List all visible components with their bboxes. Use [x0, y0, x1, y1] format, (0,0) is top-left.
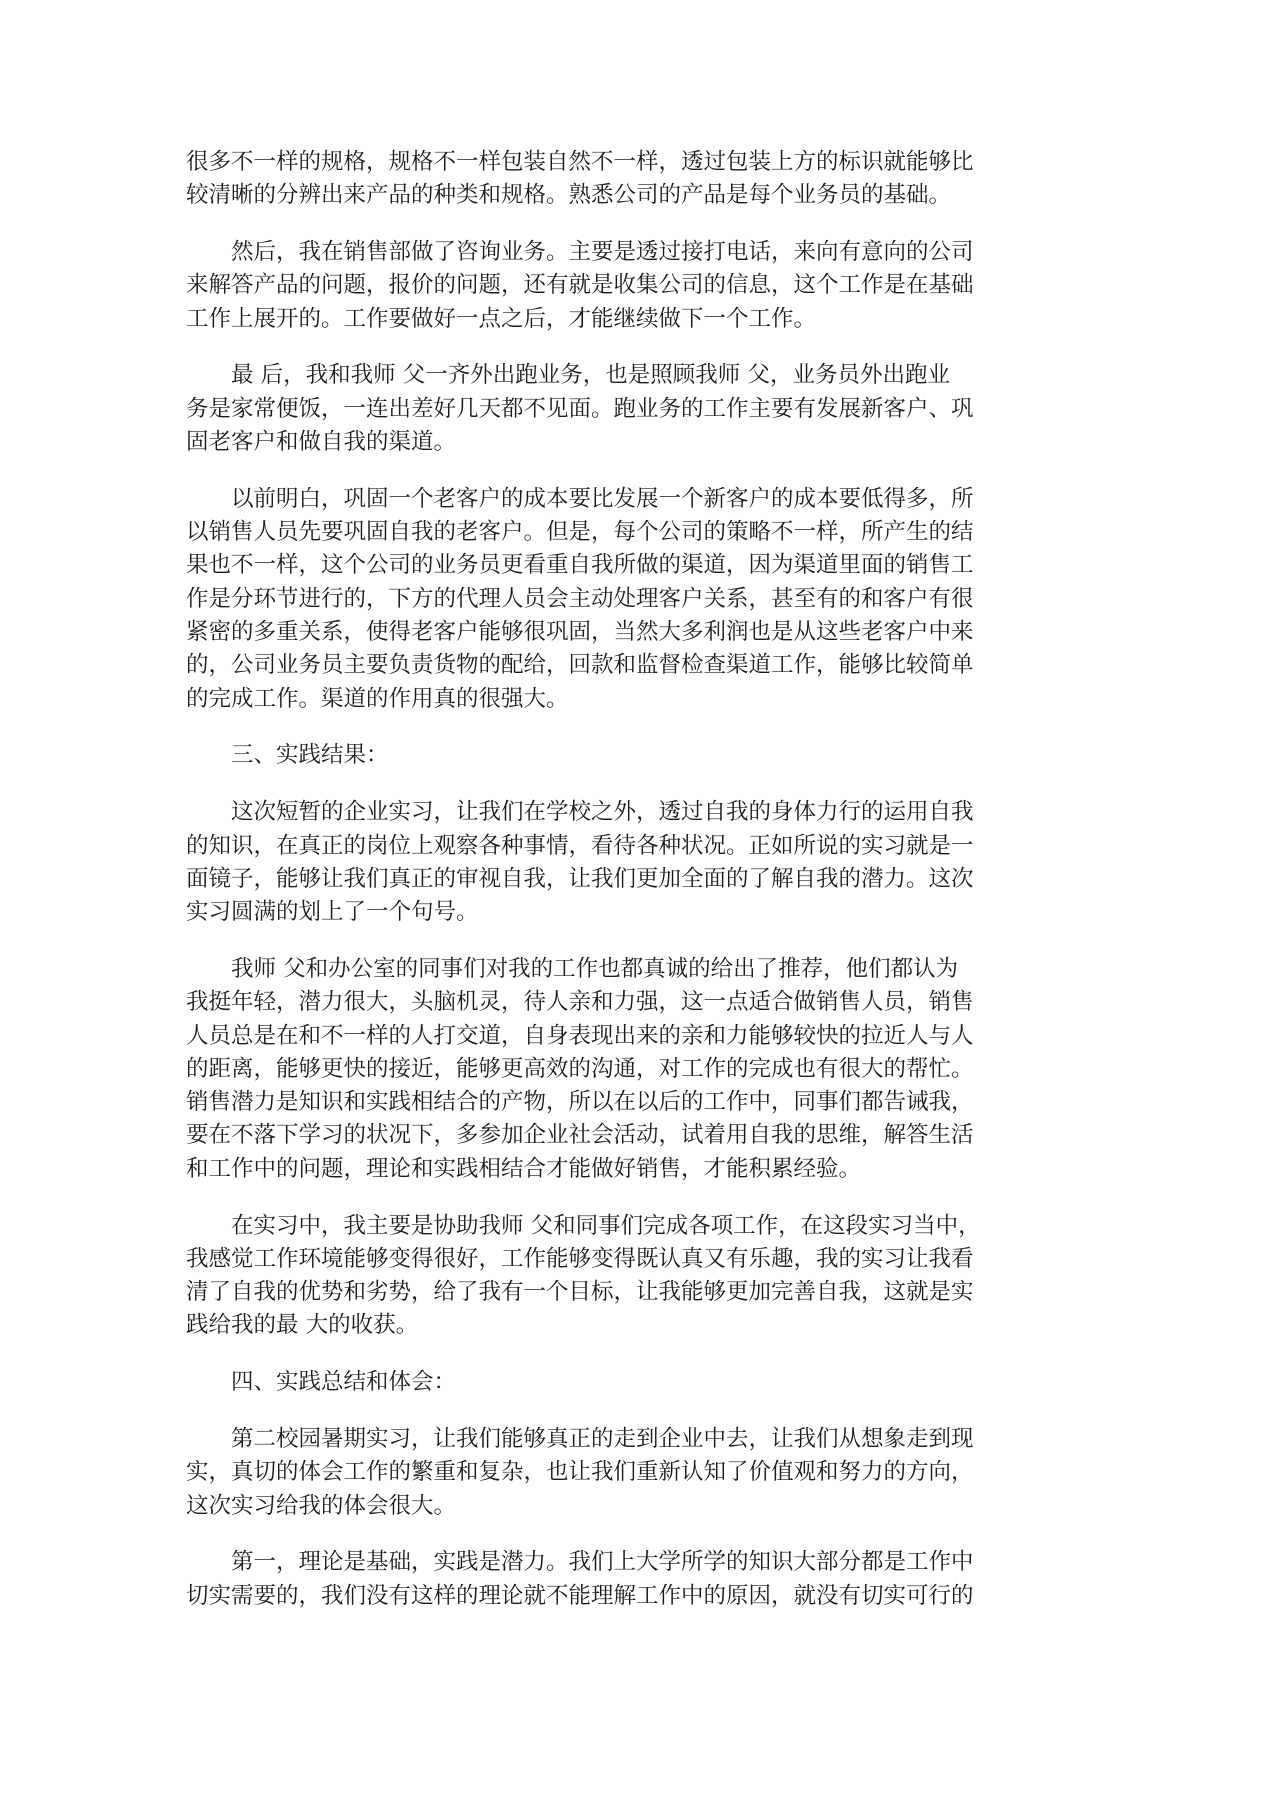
- paragraph: [186, 1366, 1122, 1399]
- paragraph: [186, 359, 1122, 459]
- text-line: 固老客户和做自我的渠道。: [186, 429, 457, 456]
- text-line: 我师 父和办公室的同事们对我的工作也都真诚的给出了推荐，他们都认为: [231, 955, 959, 982]
- text-line: 切实需要的，我们没有这样的理论就不能理解工作中的原因，就没有切实可行的: [186, 1582, 974, 1609]
- text-line: 清了自我的优势和劣势，给了我有一个目标，让我能够更加完善自我，这就是实: [186, 1279, 974, 1306]
- text-line: 第一，理论是基础，实践是潜力。我们上大学所学的知识大部分都是工作中: [231, 1549, 974, 1576]
- text-line: 工作上展开的。工作要做好一点之后，才能继续做下一个工作。: [186, 305, 817, 332]
- paragraph: [186, 483, 1122, 716]
- text-line: 在实习中，我主要是协助我师 父和同事们完成各项工作，在这段实习当中，: [231, 1212, 981, 1239]
- text-line: 四、实践总结和体会：: [231, 1369, 457, 1396]
- text-line: 的完成工作。渠道的作用真的很强大。: [186, 685, 569, 712]
- paragraph: [186, 236, 1122, 336]
- text-line: 以销售人员先要巩固自我的老客户。但是，每个公司的策略不一样，所产生的结: [186, 519, 974, 546]
- paragraph: [186, 1423, 1122, 1523]
- paragraph: [186, 953, 1122, 1186]
- text-line: 果也不一样，这个公司的业务员更看重自我所做的渠道，因为渠道里面的销售工: [186, 552, 974, 579]
- text-line: 最 后，我和我师 父一齐外出跑业务，也是照顾我师 父，业务员外出跑业: [231, 362, 950, 389]
- text-line: 第二校园暑期实习，让我们能够真正的走到企业中去，让我们从想象走到现: [231, 1426, 974, 1452]
- text-line: 这次短暂的企业实习，让我们在学校之外，透过自我的身体力行的运用自我: [231, 799, 974, 826]
- text-line: 的距离，能够更快的接近，能够更高效的沟通，对工作的完成也有很大的帮忙。: [186, 1055, 974, 1082]
- text-line: 务是家常便饭，一连出差好几天都不见面。跑业务的工作主要有发展新客户、巩: [186, 395, 974, 422]
- text-line: 面镜子，能够让我们真正的审视自我，让我们更加全面的了解自我的潜力。这次: [186, 865, 974, 892]
- text-line: 人员总是在和不一样的人打交道，自身表现出来的亲和力能够较快的拉近人与人: [186, 1022, 974, 1049]
- text-line: 来解答产品的问题，报价的问题，还有就是收集公司的信息，这个工作是在基础: [186, 272, 974, 299]
- text-line: 紧密的多重关系，使得老客户能够很巩固，当然大多利润也是从这些老客户中来: [186, 619, 974, 646]
- text-line: 然后，我在销售部做了咨询业务。主要是透过接打电话，来向有意向的公司: [231, 239, 974, 266]
- document-body: [186, 146, 1122, 1636]
- text-line: 很多不一样的规格，规格不一样包装自然不一样，透过包装上方的标识就能够比: [186, 149, 974, 175]
- paragraph: [186, 146, 1122, 213]
- paragraph: [186, 1546, 1122, 1613]
- text-line: 以前明白，巩固一个老客户的成本要比发展一个新客户的成本要低得多，所: [231, 485, 974, 512]
- text-line: 的知识，在真正的岗位上观察各种事情，看待各种状况。正如所说的实习就是一: [186, 832, 974, 859]
- text-line: 要在不落下学习的状况下，多参加企业社会活动，试着用自我的思维，解答生活: [186, 1122, 974, 1149]
- text-line: 三、实践结果：: [231, 742, 389, 769]
- paragraph: [186, 796, 1122, 929]
- text-line: 和工作中的问题，理论和实践相结合才能做好销售，才能积累经验。: [186, 1155, 862, 1182]
- text-line: 销售潜力是知识和实践相结合的产物，所以在以后的工作中，同事们都告诫我，: [186, 1089, 974, 1116]
- paragraph: [186, 739, 1122, 772]
- text-line: 实，真切的体会工作的繁重和复杂，也让我们重新认知了价值观和努力的方向，: [186, 1459, 974, 1486]
- text-line: 的，公司业务员主要负责货物的配给，回款和监督检查渠道工作，能够比较简单: [186, 652, 974, 679]
- text-line: 实习圆满的划上了一个句号。: [186, 899, 479, 926]
- text-line: 作是分环节进行的，下方的代理人员会主动处理客户关系，甚至有的和客户有很: [186, 585, 974, 612]
- text-line: 我感觉工作环境能够变得很好，工作能够变得既认真又有乐趣，我的实习让我看: [186, 1245, 974, 1272]
- text-line: 我挺年轻，潜力很大，头脑机灵，待人亲和力强，这一点适合做销售人员，销售: [186, 989, 974, 1016]
- text-line: 较清晰的分辨出来产品的种类和规格。熟悉公司的产品是每个业务员的基础。: [186, 182, 952, 209]
- text-line: 这次实习给我的体会很大。: [186, 1492, 457, 1519]
- paragraph: [186, 1210, 1122, 1343]
- text-line: 践给我的最 大的收获。: [186, 1312, 419, 1339]
